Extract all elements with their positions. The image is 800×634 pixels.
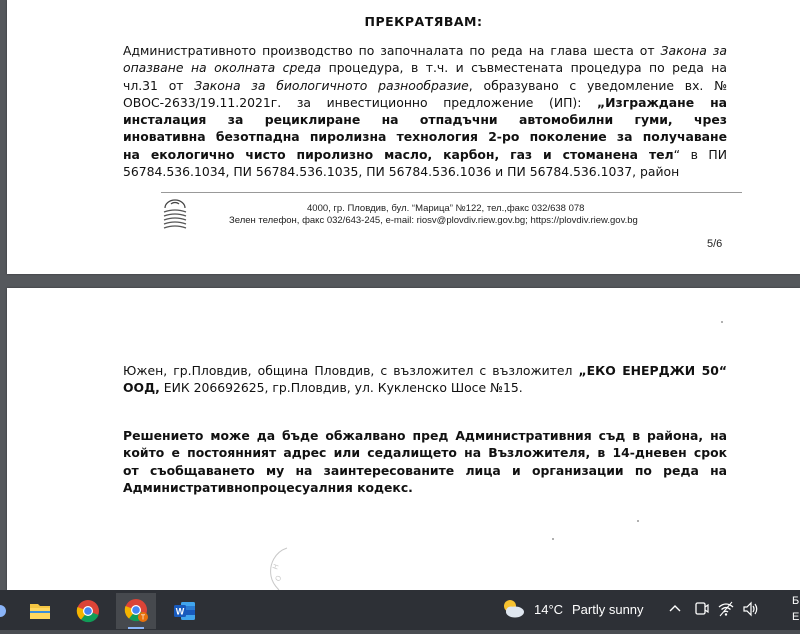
text-run: , образувано с уведомление вх. №: [468, 77, 728, 93]
investor-paragraph: [123, 362, 727, 397]
text-line: [123, 111, 727, 128]
text-line: [123, 128, 727, 145]
text-line: [123, 163, 727, 180]
text-line: [123, 77, 727, 94]
text-run: който е постоянният адрес или седалището на Възложителя, в 14-дневен срок: [123, 445, 727, 461]
text-run: Южен, гр.Пловдив, община Пловдив, с възложител с възложител: [123, 363, 579, 378]
page-number: 5/6: [707, 238, 723, 250]
text-run: “ в ПИ: [673, 146, 727, 162]
text-run: Закона за: [660, 43, 727, 58]
chevron-up-icon[interactable]: [668, 602, 682, 616]
text-line: [123, 479, 727, 496]
scan-speck: [552, 538, 554, 540]
text-run: опазване на околната среда: [123, 60, 322, 76]
appeal-paragraph: [123, 427, 727, 496]
text-run: инсталация за рециклиране на отпадъчни автомобилни гуми, чрез: [123, 112, 727, 128]
text-run: Решението може да бъде обжалвано пред Административния съд в района, на: [123, 428, 727, 443]
text-run: иновативна безотпадна пиролизна технология 2-ро поколение за получаване: [123, 129, 727, 145]
weather-temperature[interactable]: 14°C: [534, 602, 564, 617]
text-run: „Изграждане на: [597, 94, 727, 110]
section-heading: ПРЕКРАТЯВАМ:: [364, 14, 483, 29]
text-run: процедура, в т.ч. и съвместената процедура по реда на: [321, 60, 727, 76]
clock-date-clipped[interactable]: Е: [792, 611, 800, 623]
text-line: [123, 94, 727, 111]
text-line: [123, 362, 727, 379]
text-run: „ЕКО ЕНЕРДЖИ 50“: [578, 363, 727, 378]
text-run: ОВОС-2633/19.11.2021г. за инвестиционно предложение (ИП):: [123, 94, 598, 110]
riosv-logo-icon: [161, 198, 189, 234]
document-page-6: [7, 288, 800, 590]
svg-text:W: W: [175, 606, 185, 617]
text-run: ЕИК 206692625, гр.Пловдив, ул. Кукленско Шосе №15.: [159, 380, 523, 396]
text-line: [123, 427, 727, 444]
text-line: [123, 42, 727, 59]
meet-now-icon[interactable]: [694, 600, 710, 618]
footer-address: 4000, гр. Пловдив, бул. “Марица” №122, тел.,факс 032/638 078: [307, 203, 585, 214]
text-run: Административнопроцесуалния кодекс.: [123, 479, 413, 495]
text-run: 56784.536.1034, ПИ 56784.536.1035, ПИ 56784.536.1036 и ПИ 56784.536.1037, район: [123, 164, 680, 180]
taskbar: [0, 590, 800, 630]
text-run: ООД,: [123, 380, 160, 396]
word-icon[interactable]: [164, 593, 204, 629]
weather-partly-sunny-icon[interactable]: [500, 596, 526, 622]
svg-text:T: T: [140, 614, 146, 622]
scan-speck: [637, 520, 639, 522]
decision-paragraph: [123, 42, 727, 180]
text-line: [123, 59, 727, 76]
chrome-icon[interactable]: [68, 593, 108, 629]
chrome-profile-icon[interactable]: [116, 593, 156, 629]
document-page-5: [7, 0, 800, 274]
text-run: на екологично чисто пиролизно масло, карбон, газ и стоманена тел: [123, 146, 674, 162]
text-run: от съобщаването му на заинтересованите лица и организации по реда на: [123, 462, 727, 478]
text-line: [123, 146, 727, 163]
wifi-icon[interactable]: [718, 601, 734, 617]
text-line: [123, 444, 727, 461]
text-run: чл.31 от: [123, 77, 195, 93]
svg-text:О: О: [273, 574, 284, 583]
footer-contacts: Зелен телефон, факс 032/643-245, e-mail: riosv@plovdiv.riew.gov.bg; https://plovdiv.riew.gov.bg: [229, 215, 638, 226]
text-run: Административното производство по започналата по реда на глава шеста от: [123, 43, 661, 58]
weather-condition[interactable]: Partly sunny: [572, 602, 644, 617]
text-line: [123, 462, 727, 479]
text-line: [123, 379, 727, 396]
stamp-icon: [257, 546, 297, 590]
text-run: Закона за биологичното разнообразие: [194, 77, 469, 93]
clock-time-clipped[interactable]: Б: [792, 595, 800, 607]
file-explorer-icon[interactable]: [20, 593, 60, 629]
footer-divider: [161, 192, 742, 193]
volume-icon[interactable]: [742, 601, 760, 617]
svg-text:Н: Н: [271, 562, 281, 571]
start-button[interactable]: [0, 593, 18, 629]
active-app-indicator: [128, 627, 144, 629]
scan-speck: [721, 321, 723, 323]
